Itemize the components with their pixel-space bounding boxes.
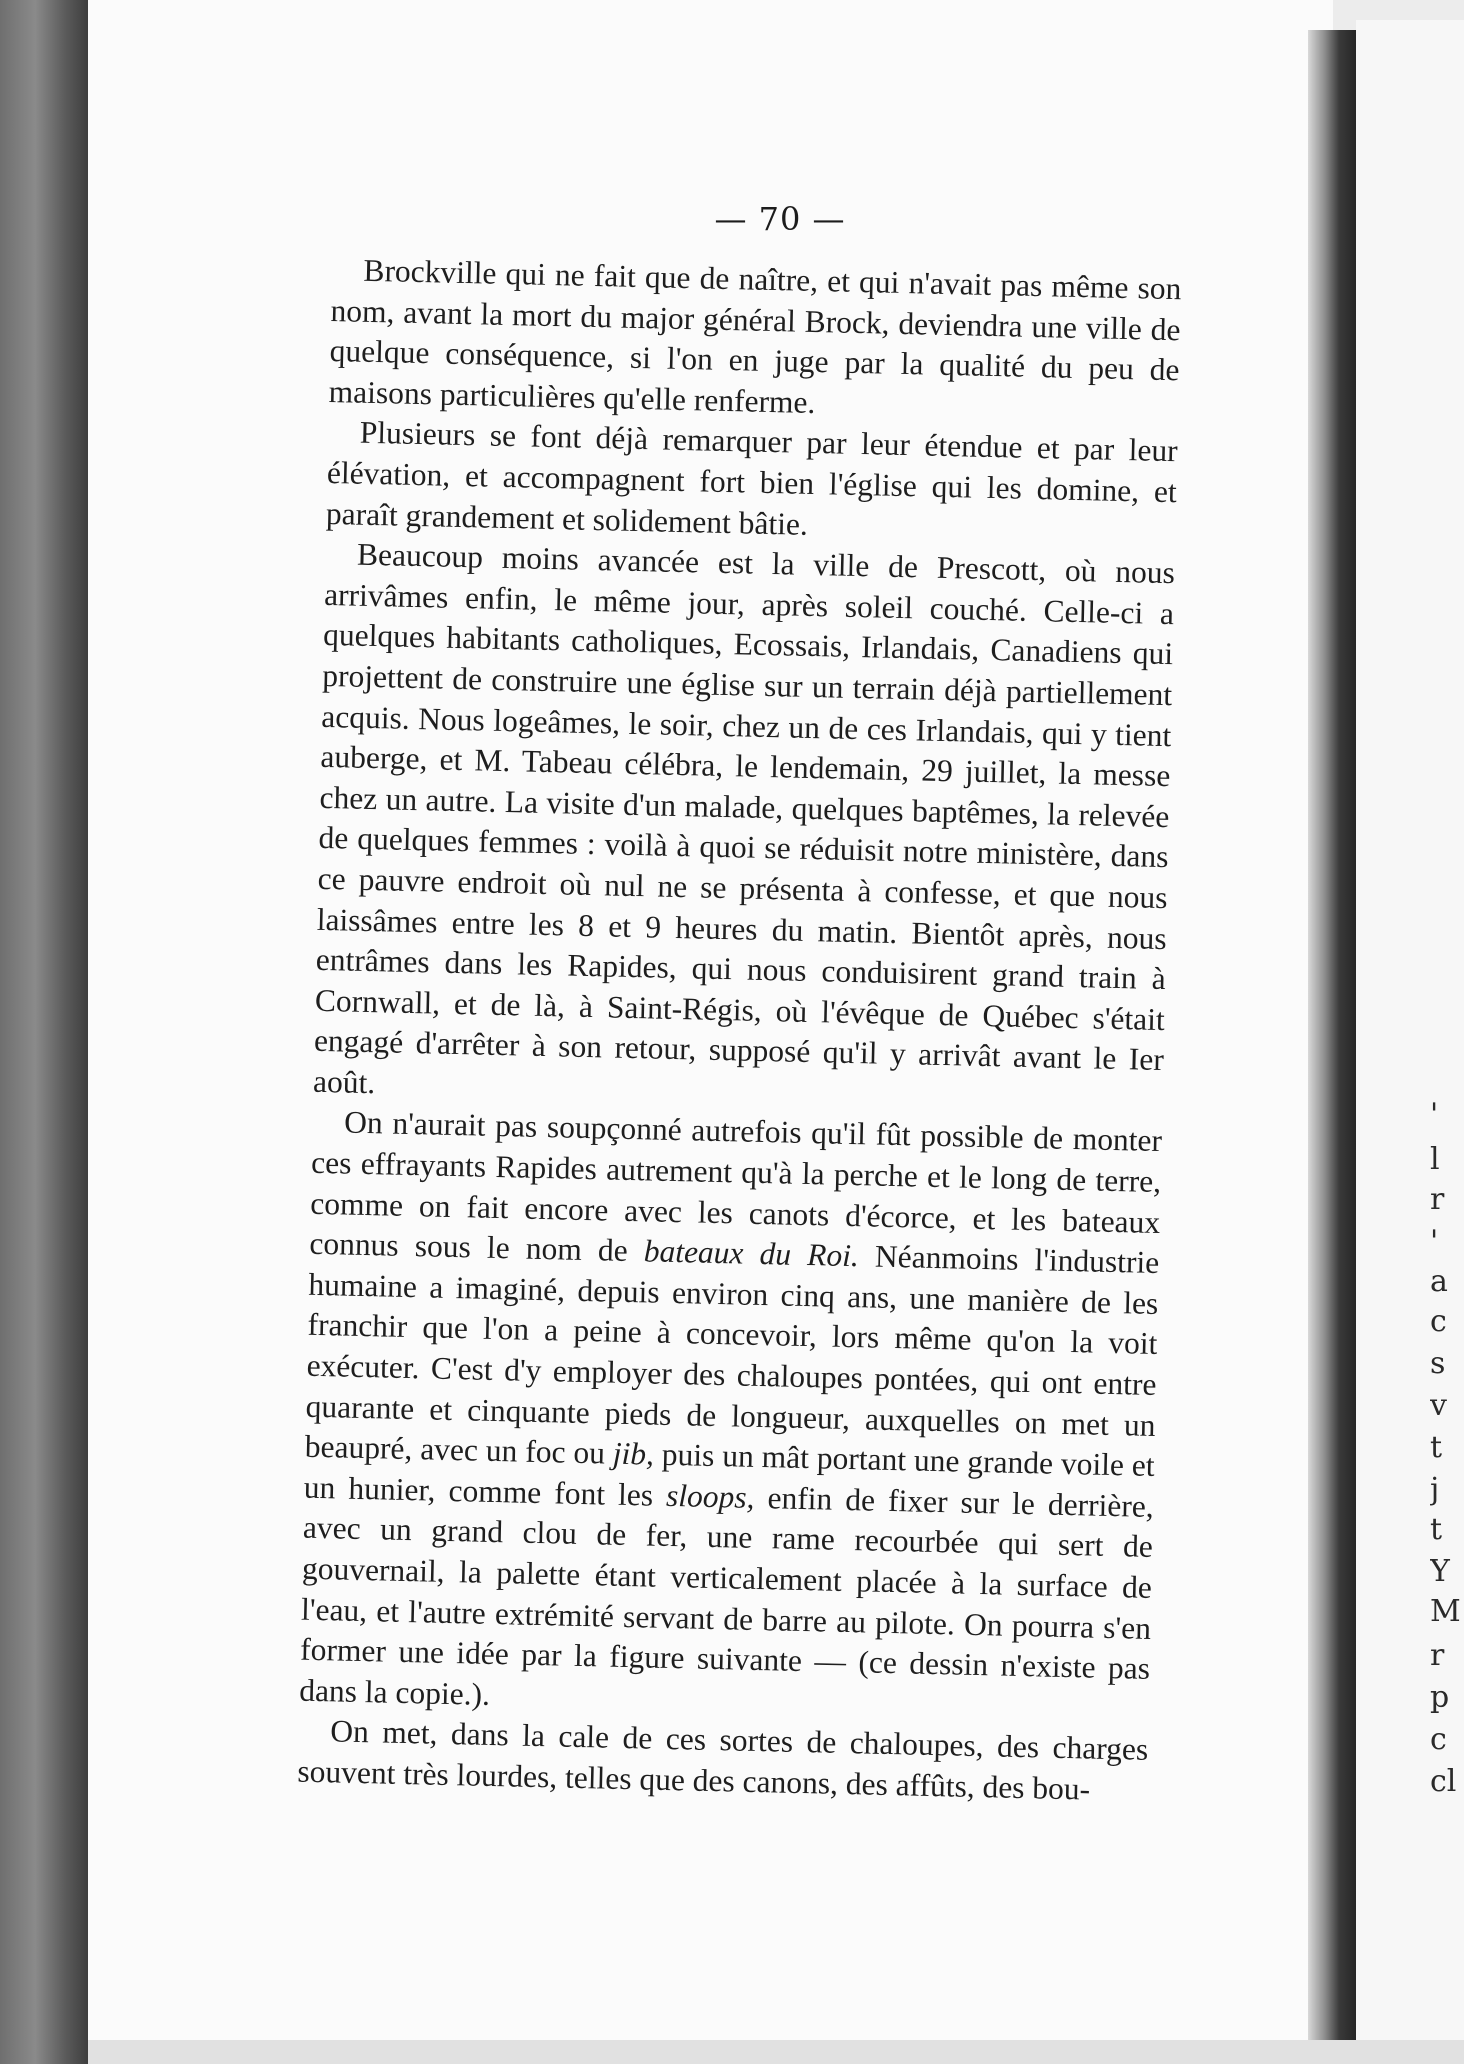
paragraph-text: enfin de fixer sur le derrière, avec un grand clou de fer, une rame recourbée qui sert de gouvernail, la palette étant verticalement placée à la surface de l'eau, et l'autre extrémité servant de barre au pilote. On pourra s'en former une idée par la figure suivante — (ce dessin n'existe pas dans la copie.). bbox=[298, 1479, 1155, 1712]
paragraph-text: Brockville qui ne fait que de naître, et qui n'avait pas même son nom, avant la mort du major général Brock, deviendra une ville de quelque conséquence, si l'on en juge par la qualité du peu de maisons particulières qu'elle renferme. bbox=[328, 252, 1182, 420]
adjacent-page-fragment: Y bbox=[1430, 1554, 1450, 1589]
paragraph-text: Plusieurs se font déjà remarquer par leur étendue et par leur élévation, et accompagnent fort bien l'église qui les domine, et paraît grandement et solidement bâtie. bbox=[325, 415, 1179, 542]
adjacent-page-fragment: r bbox=[1430, 1182, 1445, 1217]
italic-text: bateaux du Roi. bbox=[643, 1233, 860, 1274]
adjacent-page-fragment: t bbox=[1430, 1430, 1443, 1465]
book-gutter-shadow bbox=[1308, 30, 1356, 2064]
adjacent-page-fragment: t bbox=[1430, 1512, 1443, 1547]
paragraph-text: On met, dans la cale de ces sortes de chaloupes, des charges souvent très lourdes, telles que des canons, des affûts, des bou- bbox=[297, 1713, 1149, 1807]
adjacent-page-fragment: c bbox=[1430, 1304, 1447, 1339]
page-bottom-edge bbox=[88, 2040, 1464, 2064]
paragraph-text: Beaucoup moins avancée est la ville de Prescott, où nous arrivâmes enfin, le même jour, après soleil couché. Celle-ci a quelques habitants catholiques, Ecossais, Irlandais, Canadiens qui projettent de construire une église sur un terrain déjà partiellement acquis. Nous logeâmes, le soir, chez un de ces Irlandais, qui y tient auberge, et M. Tabeau célébra, le lendemain, 29 juillet, la messe chez un autre. La visite d'un malade, quelques baptêmes, la relevée de quelques femmes : voilà à quoi se réduisit notre ministère, dans ce pauvre endroit où nul ne se présenta à confesse, et que nous laissâmes entre les 8 et 9 heures du matin. Bientôt après, nous entrâmes dans les Rapides, qui nous conduisirent grand train à Cornwall, et de là, à Saint-Régis, où l'évêque de Québec s'était engagé d'arrêter à son retour, supposé qu'il y arrivât avant le Ier août. bbox=[312, 536, 1176, 1101]
adjacent-page-fragment: M bbox=[1430, 1594, 1461, 1629]
adjacent-page-fragment: ' bbox=[1430, 1097, 1439, 1132]
adjacent-page-fragment: j bbox=[1430, 1472, 1440, 1507]
paragraph bbox=[326, 412, 1179, 553]
paragraph bbox=[328, 250, 1181, 432]
page-number: — 70 — bbox=[714, 200, 846, 238]
adjacent-page-fragment: p bbox=[1430, 1680, 1450, 1715]
paragraph bbox=[299, 1102, 1163, 1730]
italic-text: sloops, bbox=[665, 1477, 755, 1515]
paragraph bbox=[313, 534, 1176, 1121]
adjacent-page-fragment: r bbox=[1430, 1638, 1445, 1673]
book-binding-edge bbox=[0, 0, 88, 2064]
page-body-text bbox=[297, 250, 1182, 1811]
adjacent-page-fragment: v bbox=[1430, 1388, 1447, 1423]
paragraph-text: Néanmoins l'industrie humaine a imaginé, depuis environ cinq ans, une manière de les franchir que l'on a peine à concevoir, lors même qu'on la voit exécuter. C'est d'y employer des chaloupes pontées, qui ont entre quarante et cinquante pieds de longueur, auxquelles on met un beaupré, avec un foc ou bbox=[304, 1238, 1160, 1471]
paragraph-text: puis un mât portant une grande voile et un hunier, comme font les bbox=[303, 1436, 1156, 1513]
adjacent-page-fragment: a bbox=[1430, 1264, 1448, 1299]
adjacent-page-fragment: l bbox=[1430, 1142, 1440, 1177]
adjacent-page-fragment: ' bbox=[1430, 1224, 1439, 1259]
adjacent-page-fragment: s bbox=[1430, 1346, 1446, 1381]
adjacent-page-fragment: c bbox=[1430, 1722, 1447, 1757]
italic-text: jib, bbox=[612, 1435, 655, 1472]
adjacent-page-fragment: cl bbox=[1430, 1764, 1457, 1799]
paragraph-text: On n'aurait pas soupçonné autrefois qu'il fût possible de monter ces effrayants Rapides autrement qu'à la perche et le long de terre, comme on fait encore avec les canots d'écorce, et les bateaux connus sous le nom de bbox=[309, 1104, 1163, 1269]
